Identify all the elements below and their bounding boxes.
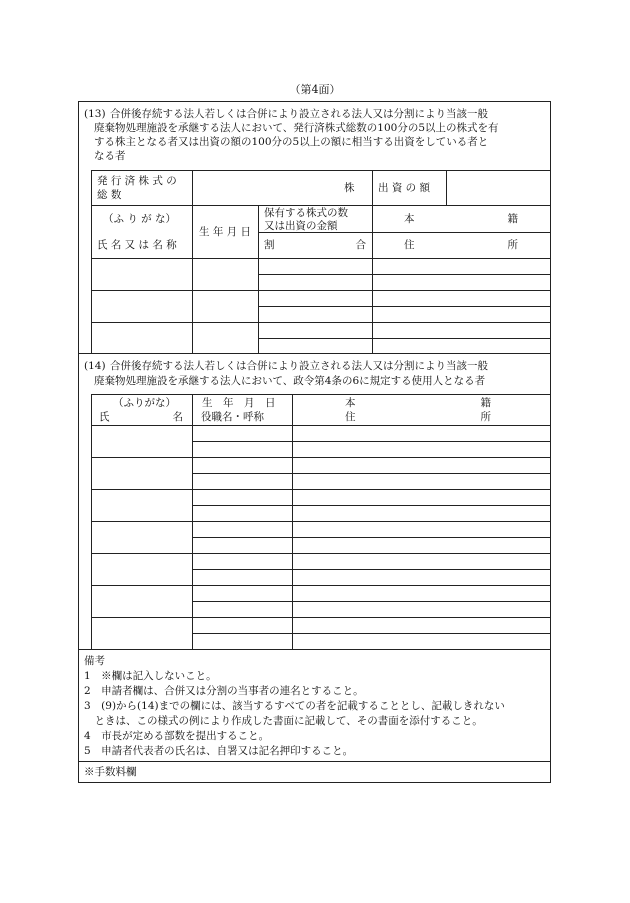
table-rule xyxy=(91,290,551,291)
table-rule xyxy=(192,473,551,474)
table-rule xyxy=(372,205,373,353)
table-rule xyxy=(372,170,373,205)
table-rule xyxy=(91,489,551,490)
table-rule xyxy=(258,306,551,307)
table-rule xyxy=(91,617,551,618)
section14-title-line2: 廃棄物処理施設を承継する法人において、政令第4条の6に規定する使用人となる者 xyxy=(94,375,486,387)
domicile-label-14: 本 籍 xyxy=(345,397,491,409)
shares-label-line1: 発 行 済 株 式 の xyxy=(97,175,177,187)
birth-label-13: 生 年 月 日 xyxy=(199,226,252,238)
table-rule xyxy=(91,553,551,554)
address-label-13: 住 所 xyxy=(404,239,518,251)
table-rule xyxy=(192,505,551,506)
shares-label-line2: 総 数 xyxy=(97,189,122,201)
table-rule xyxy=(192,601,551,602)
table-rule xyxy=(258,274,551,275)
fee-label: ※手数料欄 xyxy=(84,766,137,778)
table-rule xyxy=(91,394,551,395)
table-rule xyxy=(446,170,447,205)
note-item-5: 5 申請者代表者の氏名は、自署又は記名押印すること。 xyxy=(84,745,354,757)
table-rule xyxy=(192,633,551,634)
note-item-2: 2 申請者欄は、合併又は分割の当事者の連名とすること。 xyxy=(84,685,364,697)
table-rule xyxy=(78,649,551,650)
domicile-label-13: 本 籍 xyxy=(404,213,518,225)
holding-label-line1: 保有する株式の数 xyxy=(264,207,348,219)
name-label-13: 氏 名 又 は 名 称 xyxy=(97,239,177,251)
table-rule xyxy=(91,585,551,586)
section13-title-line3: する株主となる者又は出資の額の100分の5以上の額に相当する出資をしている者と xyxy=(94,136,489,148)
page-label: （第4面） xyxy=(289,83,341,96)
note-item-3: 3 (9)から(14)までの欄には、該当するすべての者を記載することとし、記載しきれない xyxy=(84,700,505,712)
table-rule xyxy=(91,521,551,522)
section13-number: (13) xyxy=(84,108,106,120)
section14-number: (14) xyxy=(84,360,106,372)
section13-title-line2: 廃棄物処理施設を承継する法人において、発行済株式総数の100分の5以上の株式を有 xyxy=(94,122,499,134)
table-rule xyxy=(258,205,259,353)
shares-unit: 株 xyxy=(344,182,355,194)
table-rule xyxy=(91,170,92,353)
birth-label-14: 生 年 月 日 xyxy=(202,397,276,409)
furigana-label-14: （ふりがな） xyxy=(113,397,176,409)
table-rule xyxy=(91,258,551,259)
table-rule xyxy=(192,170,193,353)
table-rule xyxy=(91,457,551,458)
capital-label: 出 資 の 額 xyxy=(378,182,431,194)
table-rule xyxy=(78,761,551,762)
table-rule xyxy=(192,441,551,442)
notes-title: 備考 xyxy=(84,655,105,667)
position-label: 役職名・呼称 xyxy=(201,411,264,423)
table-rule xyxy=(91,170,551,171)
section14-title-line1: 合併後存続する法人若しくは合併により設立される法人又は分割により当該一般 xyxy=(110,360,488,372)
name-label-14: 氏 名 xyxy=(99,411,183,423)
table-rule xyxy=(258,338,551,339)
note-item-1: 1 ※欄は記入しないこと。 xyxy=(84,670,217,682)
section13-title-line4: なる者 xyxy=(94,150,126,162)
section13-title-line1: 合併後存続する法人若しくは合併により設立される法人又は分割により当該一般 xyxy=(110,108,488,120)
holding-label-line2: 又は出資の金額 xyxy=(264,220,338,232)
note-item-3-cont: ときは、この様式の例により作成した書面に記載して、その書面を添付すること。 xyxy=(84,715,483,727)
table-rule xyxy=(192,537,551,538)
address-label-14: 住 所 xyxy=(345,411,491,423)
table-rule xyxy=(91,322,551,323)
table-rule xyxy=(192,569,551,570)
table-rule xyxy=(91,425,551,426)
table-rule xyxy=(78,353,551,354)
ratio-label: 割 合 xyxy=(264,239,366,251)
note-item-4: 4 市長が定める部数を提出すること。 xyxy=(84,730,270,742)
furigana-label-13: （ふ り が な） xyxy=(103,213,177,225)
